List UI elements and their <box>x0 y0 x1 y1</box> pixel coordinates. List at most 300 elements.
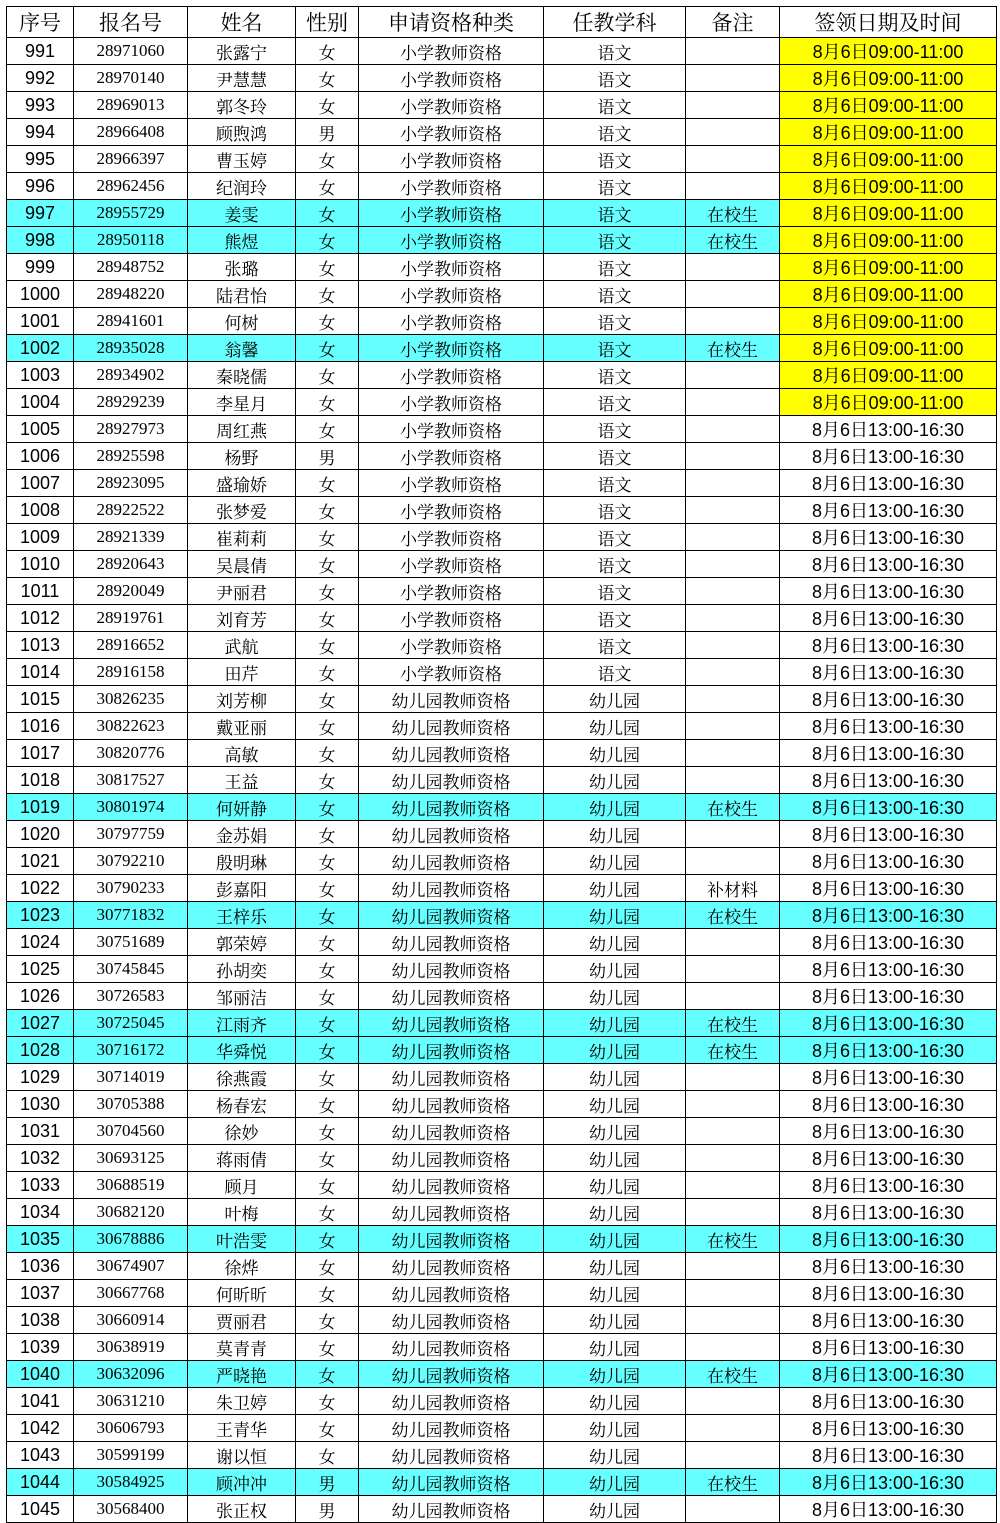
cell-qualification-type: 小学教师资格 <box>359 605 544 632</box>
cell-note <box>686 929 780 956</box>
cell-name: 贾丽君 <box>188 1307 296 1334</box>
cell-reg-no: 28921339 <box>74 524 188 551</box>
cell-qualification-type: 幼儿园教师资格 <box>359 983 544 1010</box>
cell-subject: 语文 <box>544 200 686 227</box>
cell-name: 翁馨 <box>188 335 296 362</box>
cell-name: 顾煦鸿 <box>188 119 296 146</box>
cell-name: 尹慧慧 <box>188 65 296 92</box>
cell-pickup-time: 8月6日13:00-16:30 <box>780 1037 997 1064</box>
cell-name: 刘育芳 <box>188 605 296 632</box>
cell-reg-no: 30693125 <box>74 1145 188 1172</box>
cell-reg-no: 30725045 <box>74 1010 188 1037</box>
cell-gender: 女 <box>296 524 359 551</box>
cell-gender: 女 <box>296 956 359 983</box>
cell-note <box>686 524 780 551</box>
cell-reg-no: 28969013 <box>74 92 188 119</box>
cell-name: 尹丽君 <box>188 578 296 605</box>
cell-gender: 女 <box>296 740 359 767</box>
cell-seq: 1032 <box>7 1145 74 1172</box>
cell-pickup-time: 8月6日13:00-16:30 <box>780 470 997 497</box>
cell-pickup-time: 8月6日13:00-16:30 <box>780 1253 997 1280</box>
cell-note <box>686 1442 780 1469</box>
cell-seq: 1021 <box>7 848 74 875</box>
cell-gender: 女 <box>296 1118 359 1145</box>
cell-note <box>686 848 780 875</box>
cell-name: 何树 <box>188 308 296 335</box>
cell-pickup-time: 8月6日09:00-11:00 <box>780 65 997 92</box>
cell-subject: 幼儿园 <box>544 686 686 713</box>
cell-pickup-time: 8月6日13:00-16:30 <box>780 1010 997 1037</box>
cell-seq: 995 <box>7 146 74 173</box>
cell-qualification-type: 小学教师资格 <box>359 524 544 551</box>
cell-subject: 幼儿园 <box>544 821 686 848</box>
cell-qualification-type: 幼儿园教师资格 <box>359 1496 544 1523</box>
cell-seq: 1031 <box>7 1118 74 1145</box>
cell-gender: 女 <box>296 389 359 416</box>
cell-gender: 女 <box>296 1442 359 1469</box>
cell-pickup-time: 8月6日13:00-16:30 <box>780 956 997 983</box>
cell-name: 何妍静 <box>188 794 296 821</box>
cell-note <box>686 38 780 65</box>
cell-subject: 语文 <box>544 173 686 200</box>
cell-qualification-type: 小学教师资格 <box>359 497 544 524</box>
cell-qualification-type: 幼儿园教师资格 <box>359 1388 544 1415</box>
header-qualification-type: 申请资格种类 <box>359 7 544 38</box>
cell-note <box>686 713 780 740</box>
cell-subject: 幼儿园 <box>544 1388 686 1415</box>
cell-gender: 女 <box>296 470 359 497</box>
cell-pickup-time: 8月6日13:00-16:30 <box>780 983 997 1010</box>
cell-subject: 幼儿园 <box>544 1469 686 1496</box>
cell-seq: 1027 <box>7 1010 74 1037</box>
cell-seq: 1012 <box>7 605 74 632</box>
cell-reg-no: 30660914 <box>74 1307 188 1334</box>
cell-qualification-type: 幼儿园教师资格 <box>359 686 544 713</box>
cell-subject: 语文 <box>544 470 686 497</box>
cell-reg-no: 30751689 <box>74 929 188 956</box>
cell-note: 在校生 <box>686 902 780 929</box>
cell-note <box>686 578 780 605</box>
cell-name: 华舜悦 <box>188 1037 296 1064</box>
table-body <box>7 38 997 1523</box>
cell-seq: 1040 <box>7 1361 74 1388</box>
cell-qualification-type: 小学教师资格 <box>359 308 544 335</box>
cell-subject: 幼儿园 <box>544 1037 686 1064</box>
cell-pickup-time: 8月6日13:00-16:30 <box>780 848 997 875</box>
cell-qualification-type: 幼儿园教师资格 <box>359 1118 544 1145</box>
cell-reg-no: 28934902 <box>74 362 188 389</box>
cell-seq: 1005 <box>7 416 74 443</box>
cell-gender: 女 <box>296 1361 359 1388</box>
cell-pickup-time: 8月6日13:00-16:30 <box>780 767 997 794</box>
cell-qualification-type: 幼儿园教师资格 <box>359 956 544 983</box>
cell-note <box>686 389 780 416</box>
cell-subject: 幼儿园 <box>544 713 686 740</box>
cell-seq: 1000 <box>7 281 74 308</box>
cell-name: 朱卫婷 <box>188 1388 296 1415</box>
table-row <box>7 281 997 308</box>
cell-name: 陆君怡 <box>188 281 296 308</box>
header-subject: 任教学科 <box>544 7 686 38</box>
cell-qualification-type: 幼儿园教师资格 <box>359 1307 544 1334</box>
table-row <box>7 335 997 362</box>
cell-note <box>686 497 780 524</box>
cell-pickup-time: 8月6日09:00-11:00 <box>780 173 997 200</box>
cell-reg-no: 30678886 <box>74 1226 188 1253</box>
cell-note: 在校生 <box>686 794 780 821</box>
cell-reg-no: 28962456 <box>74 173 188 200</box>
cell-pickup-time: 8月6日13:00-16:30 <box>780 1226 997 1253</box>
cell-note: 在校生 <box>686 227 780 254</box>
cell-pickup-time: 8月6日09:00-11:00 <box>780 119 997 146</box>
cell-note <box>686 416 780 443</box>
cell-name: 崔莉莉 <box>188 524 296 551</box>
cell-name: 何昕昕 <box>188 1280 296 1307</box>
table-row <box>7 389 997 416</box>
cell-gender: 女 <box>296 1145 359 1172</box>
cell-seq: 1037 <box>7 1280 74 1307</box>
cell-name: 谢以恒 <box>188 1442 296 1469</box>
cell-reg-no: 30792210 <box>74 848 188 875</box>
cell-seq: 1007 <box>7 470 74 497</box>
cell-subject: 幼儿园 <box>544 1172 686 1199</box>
cell-subject: 语文 <box>544 578 686 605</box>
cell-subject: 幼儿园 <box>544 1307 686 1334</box>
cell-subject: 语文 <box>544 65 686 92</box>
cell-pickup-time: 8月6日13:00-16:30 <box>780 1442 997 1469</box>
table-row <box>7 119 997 146</box>
cell-seq: 1015 <box>7 686 74 713</box>
cell-subject: 语文 <box>544 227 686 254</box>
cell-seq: 998 <box>7 227 74 254</box>
cell-seq: 1028 <box>7 1037 74 1064</box>
cell-seq: 1034 <box>7 1199 74 1226</box>
cell-subject: 幼儿园 <box>544 1496 686 1523</box>
cell-seq: 993 <box>7 92 74 119</box>
cell-seq: 1008 <box>7 497 74 524</box>
cell-name: 叶梅 <box>188 1199 296 1226</box>
cell-name: 叶浩雯 <box>188 1226 296 1253</box>
cell-subject: 语文 <box>544 524 686 551</box>
cell-reg-no: 30682120 <box>74 1199 188 1226</box>
table-row <box>7 173 997 200</box>
cell-pickup-time: 8月6日13:00-16:30 <box>780 524 997 551</box>
cell-seq: 1022 <box>7 875 74 902</box>
cell-qualification-type: 幼儿园教师资格 <box>359 1037 544 1064</box>
cell-name: 张露宁 <box>188 38 296 65</box>
cell-note <box>686 281 780 308</box>
cell-reg-no: 30606793 <box>74 1415 188 1442</box>
cell-name: 王梓乐 <box>188 902 296 929</box>
cell-pickup-time: 8月6日13:00-16:30 <box>780 1064 997 1091</box>
cell-qualification-type: 幼儿园教师资格 <box>359 1469 544 1496</box>
table-row <box>7 254 997 281</box>
table-row <box>7 1496 997 1523</box>
cell-gender: 女 <box>296 1226 359 1253</box>
cell-name: 戴亚丽 <box>188 713 296 740</box>
cell-reg-no: 28920049 <box>74 578 188 605</box>
cell-gender: 女 <box>296 578 359 605</box>
cell-pickup-time: 8月6日13:00-16:30 <box>780 1199 997 1226</box>
cell-gender: 女 <box>296 821 359 848</box>
cell-gender: 男 <box>296 443 359 470</box>
cell-reg-no: 30820776 <box>74 740 188 767</box>
cell-seq: 1043 <box>7 1442 74 1469</box>
cell-gender: 女 <box>296 227 359 254</box>
cell-note <box>686 686 780 713</box>
table-row <box>7 146 997 173</box>
cell-pickup-time: 8月6日09:00-11:00 <box>780 92 997 119</box>
cell-seq: 1025 <box>7 956 74 983</box>
table-row <box>7 308 997 335</box>
cell-note <box>686 470 780 497</box>
cell-name: 周红燕 <box>188 416 296 443</box>
cell-name: 殷明琳 <box>188 848 296 875</box>
cell-note <box>686 551 780 578</box>
cell-gender: 女 <box>296 1388 359 1415</box>
cell-subject: 语文 <box>544 92 686 119</box>
table-row <box>7 470 997 497</box>
cell-name: 王益 <box>188 767 296 794</box>
cell-name: 顾冲冲 <box>188 1469 296 1496</box>
header-pickup-time: 签领日期及时间 <box>780 7 997 38</box>
cell-subject: 幼儿园 <box>544 1280 686 1307</box>
cell-pickup-time: 8月6日13:00-16:30 <box>780 1361 997 1388</box>
header-note: 备注 <box>686 7 780 38</box>
table-row <box>7 794 997 821</box>
cell-name: 盛瑜娇 <box>188 470 296 497</box>
cell-gender: 女 <box>296 1280 359 1307</box>
cell-pickup-time: 8月6日13:00-16:30 <box>780 1172 997 1199</box>
table-row <box>7 1145 997 1172</box>
cell-reg-no: 30790233 <box>74 875 188 902</box>
cell-reg-no: 28970140 <box>74 65 188 92</box>
table-row <box>7 821 997 848</box>
cell-pickup-time: 8月6日09:00-11:00 <box>780 38 997 65</box>
cell-qualification-type: 小学教师资格 <box>359 92 544 119</box>
cell-pickup-time: 8月6日13:00-16:30 <box>780 902 997 929</box>
cell-reg-no: 30745845 <box>74 956 188 983</box>
cell-qualification-type: 小学教师资格 <box>359 416 544 443</box>
table-row <box>7 1226 997 1253</box>
cell-subject: 语文 <box>544 362 686 389</box>
cell-reg-no: 28916158 <box>74 659 188 686</box>
cell-gender: 女 <box>296 983 359 1010</box>
table-row <box>7 1307 997 1334</box>
cell-qualification-type: 幼儿园教师资格 <box>359 1226 544 1253</box>
cell-pickup-time: 8月6日13:00-16:30 <box>780 1118 997 1145</box>
cell-gender: 女 <box>296 686 359 713</box>
cell-qualification-type: 幼儿园教师资格 <box>359 1145 544 1172</box>
cell-gender: 女 <box>296 659 359 686</box>
cell-qualification-type: 幼儿园教师资格 <box>359 902 544 929</box>
cell-gender: 女 <box>296 1307 359 1334</box>
cell-note: 在校生 <box>686 200 780 227</box>
cell-reg-no: 30599199 <box>74 1442 188 1469</box>
cell-gender: 女 <box>296 173 359 200</box>
cell-qualification-type: 幼儿园教师资格 <box>359 713 544 740</box>
header-reg-no: 报名号 <box>74 7 188 38</box>
cell-name: 徐妙 <box>188 1118 296 1145</box>
cell-reg-no: 28966408 <box>74 119 188 146</box>
cell-reg-no: 30688519 <box>74 1172 188 1199</box>
table-row <box>7 605 997 632</box>
cell-pickup-time: 8月6日09:00-11:00 <box>780 200 997 227</box>
cell-note <box>686 119 780 146</box>
cell-pickup-time: 8月6日13:00-16:30 <box>780 740 997 767</box>
cell-seq: 1010 <box>7 551 74 578</box>
cell-name: 张正权 <box>188 1496 296 1523</box>
cell-pickup-time: 8月6日13:00-16:30 <box>780 1415 997 1442</box>
cell-name: 秦晓儒 <box>188 362 296 389</box>
cell-gender: 女 <box>296 632 359 659</box>
cell-gender: 女 <box>296 902 359 929</box>
cell-subject: 幼儿园 <box>544 875 686 902</box>
cell-pickup-time: 8月6日13:00-16:30 <box>780 605 997 632</box>
cell-subject: 语文 <box>544 551 686 578</box>
cell-seq: 1013 <box>7 632 74 659</box>
cell-qualification-type: 小学教师资格 <box>359 281 544 308</box>
cell-seq: 1001 <box>7 308 74 335</box>
cell-reg-no: 30705388 <box>74 1091 188 1118</box>
cell-name: 杨野 <box>188 443 296 470</box>
cell-qualification-type: 小学教师资格 <box>359 659 544 686</box>
table-row <box>7 1064 997 1091</box>
cell-gender: 女 <box>296 875 359 902</box>
table-row <box>7 443 997 470</box>
cell-qualification-type: 小学教师资格 <box>359 119 544 146</box>
cell-seq: 1003 <box>7 362 74 389</box>
cell-note: 在校生 <box>686 1361 780 1388</box>
cell-gender: 女 <box>296 362 359 389</box>
cell-subject: 幼儿园 <box>544 1442 686 1469</box>
cell-subject: 幼儿园 <box>544 1415 686 1442</box>
cell-qualification-type: 小学教师资格 <box>359 335 544 362</box>
table-row <box>7 1442 997 1469</box>
cell-note: 在校生 <box>686 1010 780 1037</box>
cell-reg-no: 30667768 <box>74 1280 188 1307</box>
cell-qualification-type: 幼儿园教师资格 <box>359 1442 544 1469</box>
cell-gender: 女 <box>296 1253 359 1280</box>
cell-gender: 女 <box>296 254 359 281</box>
cell-subject: 幼儿园 <box>544 1334 686 1361</box>
cell-pickup-time: 8月6日13:00-16:30 <box>780 794 997 821</box>
cell-qualification-type: 小学教师资格 <box>359 389 544 416</box>
cell-name: 武航 <box>188 632 296 659</box>
cell-qualification-type: 小学教师资格 <box>359 227 544 254</box>
cell-qualification-type: 幼儿园教师资格 <box>359 1253 544 1280</box>
cell-qualification-type: 幼儿园教师资格 <box>359 767 544 794</box>
table-row <box>7 1010 997 1037</box>
cell-reg-no: 28971060 <box>74 38 188 65</box>
cell-note <box>686 146 780 173</box>
cell-note <box>686 1118 780 1145</box>
cell-gender: 男 <box>296 1469 359 1496</box>
cell-seq: 1029 <box>7 1064 74 1091</box>
cell-reg-no: 28941601 <box>74 308 188 335</box>
table-row <box>7 1037 997 1064</box>
cell-reg-no: 30568400 <box>74 1496 188 1523</box>
cell-note <box>686 1496 780 1523</box>
cell-seq: 1014 <box>7 659 74 686</box>
cell-qualification-type: 幼儿园教师资格 <box>359 1280 544 1307</box>
table-row <box>7 902 997 929</box>
table-row <box>7 362 997 389</box>
cell-pickup-time: 8月6日13:00-16:30 <box>780 1280 997 1307</box>
table-row <box>7 956 997 983</box>
cell-gender: 女 <box>296 1334 359 1361</box>
cell-seq: 1030 <box>7 1091 74 1118</box>
cell-pickup-time: 8月6日09:00-11:00 <box>780 362 997 389</box>
cell-name: 徐烨 <box>188 1253 296 1280</box>
cell-gender: 女 <box>296 551 359 578</box>
table-row <box>7 983 997 1010</box>
cell-subject: 幼儿园 <box>544 767 686 794</box>
cell-name: 严晓艳 <box>188 1361 296 1388</box>
cell-subject: 语文 <box>544 605 686 632</box>
cell-subject: 语文 <box>544 254 686 281</box>
table-row <box>7 38 997 65</box>
table-row <box>7 929 997 956</box>
cell-note <box>686 254 780 281</box>
cell-reg-no: 28929239 <box>74 389 188 416</box>
cell-subject: 幼儿园 <box>544 1091 686 1118</box>
table-row <box>7 1172 997 1199</box>
cell-reg-no: 28948220 <box>74 281 188 308</box>
cell-pickup-time: 8月6日09:00-11:00 <box>780 146 997 173</box>
cell-note: 在校生 <box>686 1037 780 1064</box>
cell-subject: 幼儿园 <box>544 1226 686 1253</box>
table-row <box>7 713 997 740</box>
cell-subject: 幼儿园 <box>544 1064 686 1091</box>
cell-subject: 幼儿园 <box>544 929 686 956</box>
cell-gender: 女 <box>296 497 359 524</box>
cell-qualification-type: 小学教师资格 <box>359 38 544 65</box>
cell-pickup-time: 8月6日13:00-16:30 <box>780 1307 997 1334</box>
cell-subject: 语文 <box>544 335 686 362</box>
cell-note: 在校生 <box>686 1469 780 1496</box>
cell-note <box>686 1334 780 1361</box>
cell-pickup-time: 8月6日13:00-16:30 <box>780 551 997 578</box>
cell-name: 张璐 <box>188 254 296 281</box>
table-row <box>7 524 997 551</box>
cell-reg-no: 28950118 <box>74 227 188 254</box>
cell-seq: 997 <box>7 200 74 227</box>
cell-subject: 语文 <box>544 632 686 659</box>
cell-pickup-time: 8月6日09:00-11:00 <box>780 254 997 281</box>
header-row <box>7 7 997 38</box>
cell-name: 蒋雨倩 <box>188 1145 296 1172</box>
table-row <box>7 632 997 659</box>
table-row <box>7 1415 997 1442</box>
cell-note <box>686 767 780 794</box>
cell-gender: 女 <box>296 848 359 875</box>
cell-reg-no: 28925598 <box>74 443 188 470</box>
cell-qualification-type: 小学教师资格 <box>359 470 544 497</box>
cell-reg-no: 30584925 <box>74 1469 188 1496</box>
cell-name: 王青华 <box>188 1415 296 1442</box>
cell-gender: 男 <box>296 119 359 146</box>
table-row <box>7 1199 997 1226</box>
cell-pickup-time: 8月6日13:00-16:30 <box>780 632 997 659</box>
cell-qualification-type: 幼儿园教师资格 <box>359 1064 544 1091</box>
cell-note <box>686 1253 780 1280</box>
cell-reg-no: 30638919 <box>74 1334 188 1361</box>
table-row <box>7 227 997 254</box>
cell-seq: 996 <box>7 173 74 200</box>
cell-gender: 男 <box>296 1496 359 1523</box>
cell-pickup-time: 8月6日13:00-16:30 <box>780 929 997 956</box>
